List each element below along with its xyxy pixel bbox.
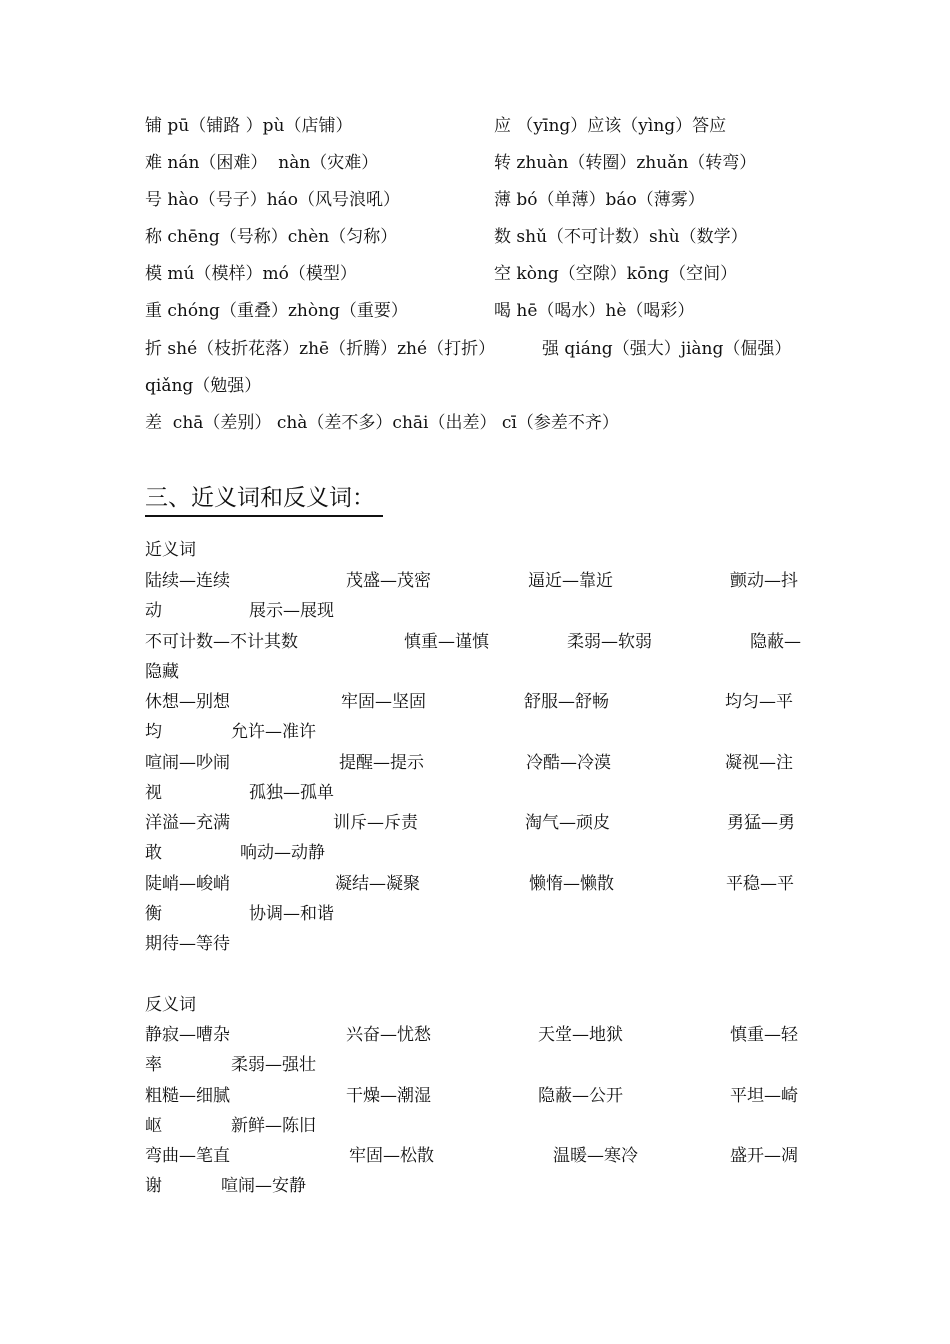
word-pair: 不可计数—不计其数 (145, 631, 298, 652)
word-pair: 平稳—平 (726, 873, 794, 894)
word-pair: 静寂—嘈杂 (145, 1025, 230, 1045)
word-pair-wrap: 视 (145, 782, 162, 803)
word-pair: 洋溢—充满 (145, 813, 230, 833)
polyphone-chong: 重 chóng（重叠）zhòng（重要） (145, 301, 408, 321)
word-pair: 训斥—斥责 (333, 813, 418, 833)
polyphone-ying: 应 （yīng）应该（yìng）答应 (494, 116, 727, 136)
word-pair: 喧闹—安静 (221, 1176, 306, 1196)
word-pair: 兴奋—忧愁 (346, 1025, 431, 1045)
word-pair-wrap: 谢 (145, 1176, 162, 1196)
word-pair: 粗糙—细腻 (145, 1085, 230, 1106)
word-pair: 喧闹—吵闹 (145, 752, 230, 773)
word-pair: 慎重—轻 (730, 1025, 798, 1045)
word-pair: 凝视—注 (725, 752, 793, 773)
polyphone-qiang: 强 qiáng（强大）jiàng（倔强） (542, 339, 792, 359)
polyphone-nan: 难 nán（困难） nàn（灾难） (145, 153, 379, 173)
word-pair: 柔弱—强壮 (231, 1055, 316, 1075)
word-pair-wrap: 动 (145, 601, 162, 621)
word-pair: 孤独—孤单 (249, 782, 334, 803)
word-pair: 盛开—凋 (730, 1146, 798, 1166)
word-pair: 凝结—凝聚 (335, 873, 420, 894)
word-pair: 干燥—潮湿 (346, 1085, 431, 1106)
word-pair: 允许—准许 (231, 722, 316, 742)
synonyms-title: 近义词 (145, 540, 196, 560)
polyphone-hao: 号 hào（号子）háo（风号浪吼） (145, 190, 401, 210)
word-pair: 新鲜—陈旧 (231, 1115, 316, 1136)
word-pair: 陆续—连续 (145, 571, 230, 591)
word-pair: 牢固—松散 (349, 1146, 434, 1166)
word-pair: 牢固—坚固 (341, 692, 426, 712)
word-pair: 弯曲—笔直 (145, 1146, 230, 1166)
polyphone-he: 喝 hē（喝水）hè（喝彩） (494, 301, 695, 321)
word-pair: 逼近—靠近 (528, 571, 613, 591)
word-pair: 冷酷—冷漠 (526, 752, 611, 773)
polyphone-shu: 数 shǔ（不可计数）shù（数学） (494, 227, 748, 247)
polyphone-pu: 铺 pū（铺路 ）pù（店铺） (145, 116, 353, 136)
polyphone-cha: 差 chā（差别） chà（差不多）chāi（出差） cī（参差不齐） (145, 413, 619, 433)
word-pair-wrap: 率 (145, 1055, 162, 1075)
word-pair: 舒服—舒畅 (524, 692, 609, 712)
word-pair: 懒惰—懒散 (529, 873, 614, 894)
word-pair: 隐蔽—公开 (538, 1085, 623, 1106)
antonyms-title: 反义词 (145, 995, 196, 1015)
word-pair: 茂盛—茂密 (346, 571, 431, 591)
word-pair: 陡峭—峻峭 (145, 873, 230, 894)
polyphone-kong: 空 kòng（空隙）kōng（空间） (494, 264, 738, 284)
word-pair-wrap: 衡 (145, 903, 162, 924)
word-pair: 隐蔽— (750, 631, 801, 652)
word-pair-wrap: 均 (145, 722, 162, 742)
word-pair: 柔弱—软弱 (567, 631, 652, 652)
polyphone-bo: 薄 bó（单薄）báo（薄雾） (494, 190, 705, 210)
word-pair: 勇猛—勇 (727, 813, 795, 833)
word-pair: 平坦—崎 (730, 1085, 798, 1106)
polyphone-qiang-cont: qiǎng（勉强） (145, 376, 262, 396)
synonyms-last: 期待—等待 (145, 934, 230, 954)
polyphone-she: 折 shé（枝折花落）zhē（折腾）zhé（打折） (145, 339, 496, 359)
word-pair: 天堂—地狱 (538, 1025, 623, 1045)
word-pair: 慎重—谨慎 (404, 631, 489, 652)
word-pair: 均匀—平 (725, 692, 793, 712)
polyphone-cheng: 称 chēng（号称）chèn（匀称） (145, 227, 398, 247)
word-pair: 提醒—提示 (339, 752, 424, 773)
word-pair: 响动—动静 (240, 843, 325, 863)
section-heading: 三、近义词和反义词： (145, 484, 383, 517)
word-pair: 休想—别想 (145, 692, 230, 712)
word-pair-wrap: 岖 (145, 1115, 162, 1136)
word-pair: 淘气—顽皮 (525, 813, 610, 833)
word-pair-wrap: 敢 (145, 843, 162, 863)
word-pair: 颤动—抖 (730, 571, 798, 591)
word-pair: 协调—和谐 (249, 903, 334, 924)
word-pair: 温暖—寒冷 (553, 1146, 638, 1166)
polyphone-zhuan: 转 zhuàn（转圈）zhuǎn（转弯） (494, 153, 757, 173)
polyphone-mu: 模 mú（模样）mó（模型） (145, 264, 357, 284)
word-pair: 展示—展现 (249, 601, 334, 621)
word-pair-wrap: 隐藏 (145, 661, 179, 682)
